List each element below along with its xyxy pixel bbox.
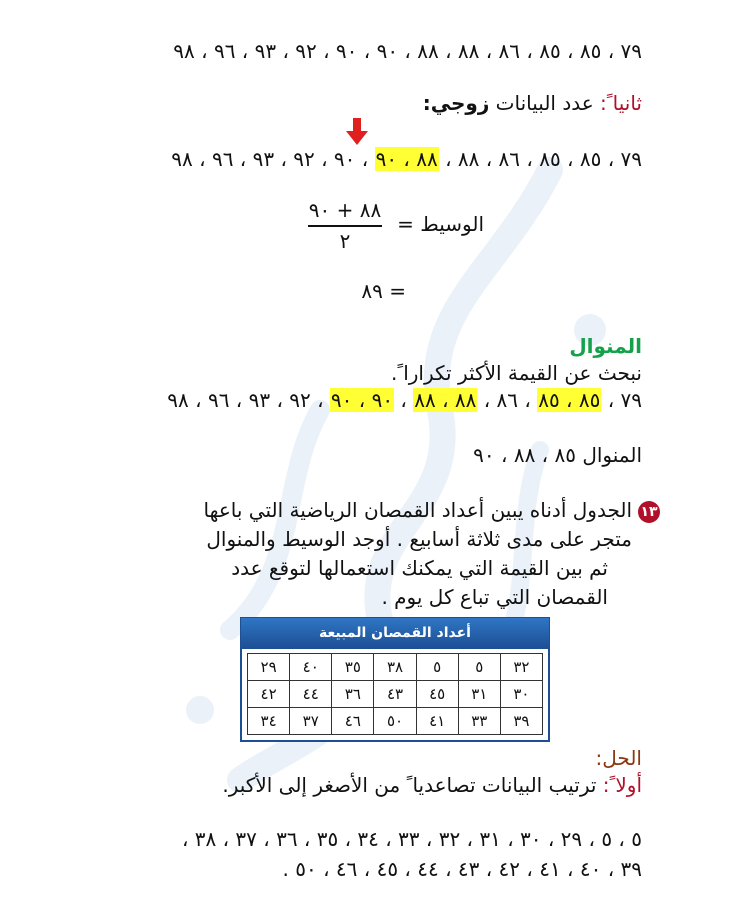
second-colon: :: [422, 91, 431, 115]
row3-a: ٧٩ ،: [601, 388, 642, 412]
table-cell: ٥: [458, 654, 500, 681]
table-cell: ٣٣: [458, 708, 500, 735]
question-line-2: متجر على مدى ثلاثة أسابيع . أوجد الوسيط والمنوال: [206, 527, 632, 551]
mode-description: نبحث عن القيمة الأكثر تكرارا ً.: [390, 361, 642, 385]
table-cell: ٣٩: [500, 708, 542, 735]
table-cell: ٣٨: [374, 654, 416, 681]
table-body: [240, 649, 550, 742]
row2-part-a: ٧٩ ، ٨٥ ، ٨٥ ، ٨٦ ، ٨٨ ،: [438, 147, 642, 171]
first-text: ترتيب البيانات تصاعديا ً من الأصغر إلى الأكبر.: [222, 773, 603, 797]
row3-b: ، ٨٦ ،: [477, 388, 538, 412]
table-cell: ٤٤: [290, 681, 332, 708]
mode-title: المنوال: [569, 334, 642, 358]
sorted-data-line-2: ٣٩ ، ٤٠ ، ٤١ ، ٤٢ ، ٤٣ ، ٤٤ ، ٤٥ ، ٤٦ ، ٥٠ .: [282, 857, 642, 881]
table-cell: ٣٢: [500, 654, 542, 681]
table-row: [248, 708, 543, 735]
table-cell: ٣٠: [500, 681, 542, 708]
table-cell: ٤٦: [332, 708, 374, 735]
table-cell: ٢٩: [248, 654, 290, 681]
ordered-data-row-middle: [171, 146, 642, 172]
table-cell: ٤٠: [290, 654, 332, 681]
shirts-sold-table: [240, 617, 550, 742]
highlight-88: ٨٨ ، ٨٨: [414, 388, 477, 412]
row2-part-b: ، ٩٠ ، ٩٢ ، ٩٣ ، ٩٦ ، ٩٨: [171, 147, 375, 171]
table-row: [248, 681, 543, 708]
second-bold: زوجي: [430, 91, 490, 115]
table-cell: ٥: [416, 654, 458, 681]
median-fraction: [308, 198, 382, 253]
down-arrow-icon: [346, 118, 368, 146]
table-cell: ٣٧: [290, 708, 332, 735]
row3-c: ،: [394, 388, 414, 412]
table-cell: ٤٣: [374, 681, 416, 708]
mode-result: المنوال ٨٥ ، ٨٨ ، ٩٠: [473, 443, 642, 467]
even-count-heading: [423, 90, 642, 116]
median-label: الوسيط =: [397, 212, 484, 236]
question-number-badge: ١٣: [638, 501, 660, 523]
fraction-numerator: ٨٨ + ٩٠: [308, 198, 382, 227]
fraction-denominator: ٢: [339, 229, 351, 253]
middle-values-highlight: ٨٨ ، ٩٠: [375, 147, 438, 171]
table-cell: ٥٠: [374, 708, 416, 735]
table-cell: ٣٥: [332, 654, 374, 681]
sorted-data-line-1: ٥ ، ٥ ، ٢٩ ، ٣٠ ، ٣١ ، ٣٢ ، ٣٣ ، ٣٤ ، ٣٥ ، ٣٦ ، ٣٧ ، ٣٨ ،: [181, 827, 642, 851]
table-title: أعداد القمصان المبيعة: [240, 617, 550, 649]
mode-data-row: [167, 387, 642, 413]
second-text: عدد البيانات: [489, 91, 601, 115]
solution-first-step: [222, 772, 642, 798]
question-text-1: الجدول أدناه يبين أعداد القمصان الرياضية التي باعها: [203, 498, 632, 522]
table-cell: ٣٦: [332, 681, 374, 708]
table-cell: ٤٥: [416, 681, 458, 708]
table-cell: ٤٢: [248, 681, 290, 708]
highlight-85: ٨٥ ، ٨٥: [538, 388, 601, 412]
highlight-90: ٩٠ ، ٩٠: [330, 388, 394, 412]
question-line-4: القمصان التي تباع كل يوم .: [381, 585, 608, 609]
first-label: أولا ً:: [602, 773, 642, 797]
table-cell: ٣١: [458, 681, 500, 708]
solution-label: الحل:: [595, 746, 642, 770]
question-line-3: ثم بين القيمة التي يمكنك استعمالها لتوقع عدد: [231, 556, 608, 580]
ordered-data-row: ٧٩ ، ٨٥ ، ٨٥ ، ٨٦ ، ٨٨ ، ٨٨ ، ٩٠ ، ٩٠ ، ٩٢ ، ٩٣ ، ٩٦ ، ٩٨: [173, 39, 642, 63]
question-line-1: [204, 497, 660, 523]
row3-d: ، ٩٢ ، ٩٣ ، ٩٦ ، ٩٨: [167, 388, 330, 412]
table-cell: ٣٤: [248, 708, 290, 735]
table-row: [248, 654, 543, 681]
table-cell: ٤١: [416, 708, 458, 735]
median-result: = ٨٩: [361, 279, 406, 303]
second-label: ثانيا ً:: [600, 91, 642, 115]
